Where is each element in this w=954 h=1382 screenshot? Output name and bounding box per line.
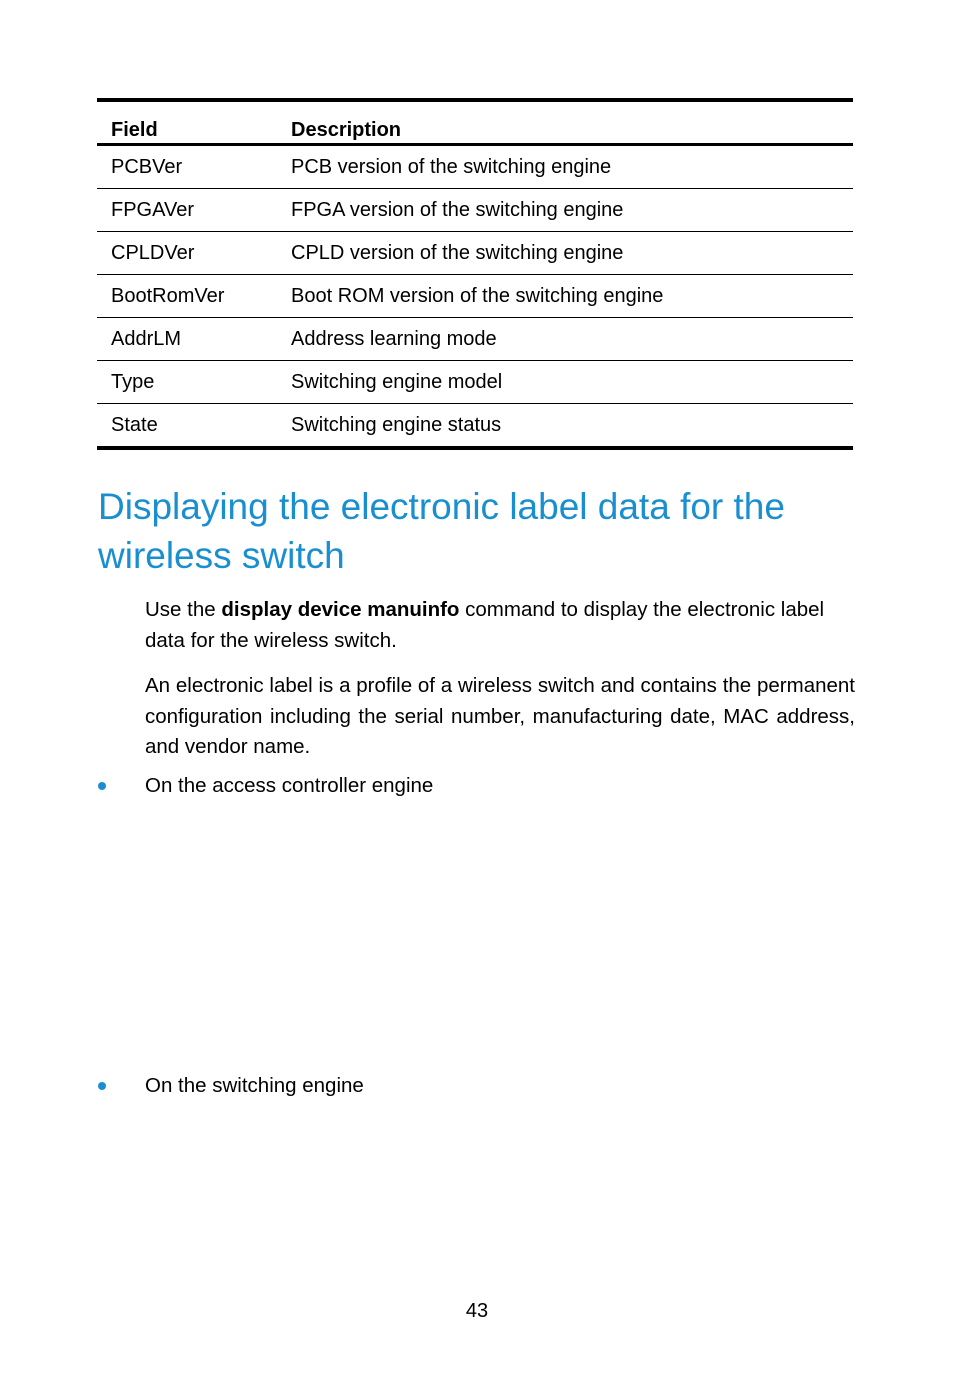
description-cell: Address learning mode (277, 318, 853, 361)
table-row (97, 318, 853, 361)
page-number: 43 (465, 1300, 489, 1322)
header-description: Description (277, 100, 853, 145)
bullet-icon (98, 1082, 106, 1090)
description-cell: PCB version of the switching engine (277, 145, 853, 189)
table-row (97, 145, 853, 189)
table-row (97, 275, 853, 318)
bullet-icon (98, 782, 106, 790)
description-cell: Switching engine model (277, 361, 853, 404)
table-row (97, 232, 853, 275)
description-cell: Boot ROM version of the switching engine (277, 275, 853, 318)
field-description-table (97, 98, 853, 450)
description-paragraph: An electronic label is a profile of a wireless switch and contains the permanent configuration including the serial number, manufacturing date, MAC address, and vendor name. (145, 674, 855, 758)
table-header-row (97, 100, 853, 145)
command-name: display device manuinfo (221, 598, 460, 621)
field-cell: BootRomVer (97, 275, 277, 318)
intro-text-before: Use the (145, 598, 222, 621)
list-item-text: On the access controller engine (145, 774, 434, 797)
field-cell: PCBVer (97, 145, 277, 189)
section-heading: Displaying the electronic label data for the wireless switch (98, 486, 785, 576)
intro-paragraph (145, 595, 855, 656)
header-field: Field (97, 100, 277, 145)
field-cell: CPLDVer (97, 232, 277, 275)
description-cell: FPGA version of the switching engine (277, 189, 853, 232)
field-cell: State (111, 413, 158, 436)
field-cell: AddrLM (97, 318, 277, 361)
field-cell: FPGAVer (97, 189, 277, 232)
intro-text-after: command to display the electronic label data for the wireless switch. (145, 598, 825, 652)
field-cell: Type (97, 361, 277, 404)
table-row (97, 189, 853, 232)
description-cell: CPLD version of the switching engine (277, 232, 853, 275)
description-cell: Switching engine status (291, 413, 502, 436)
list-item-text: On the switching engine (145, 1074, 364, 1097)
table-row (97, 361, 853, 404)
table-row (97, 404, 853, 449)
